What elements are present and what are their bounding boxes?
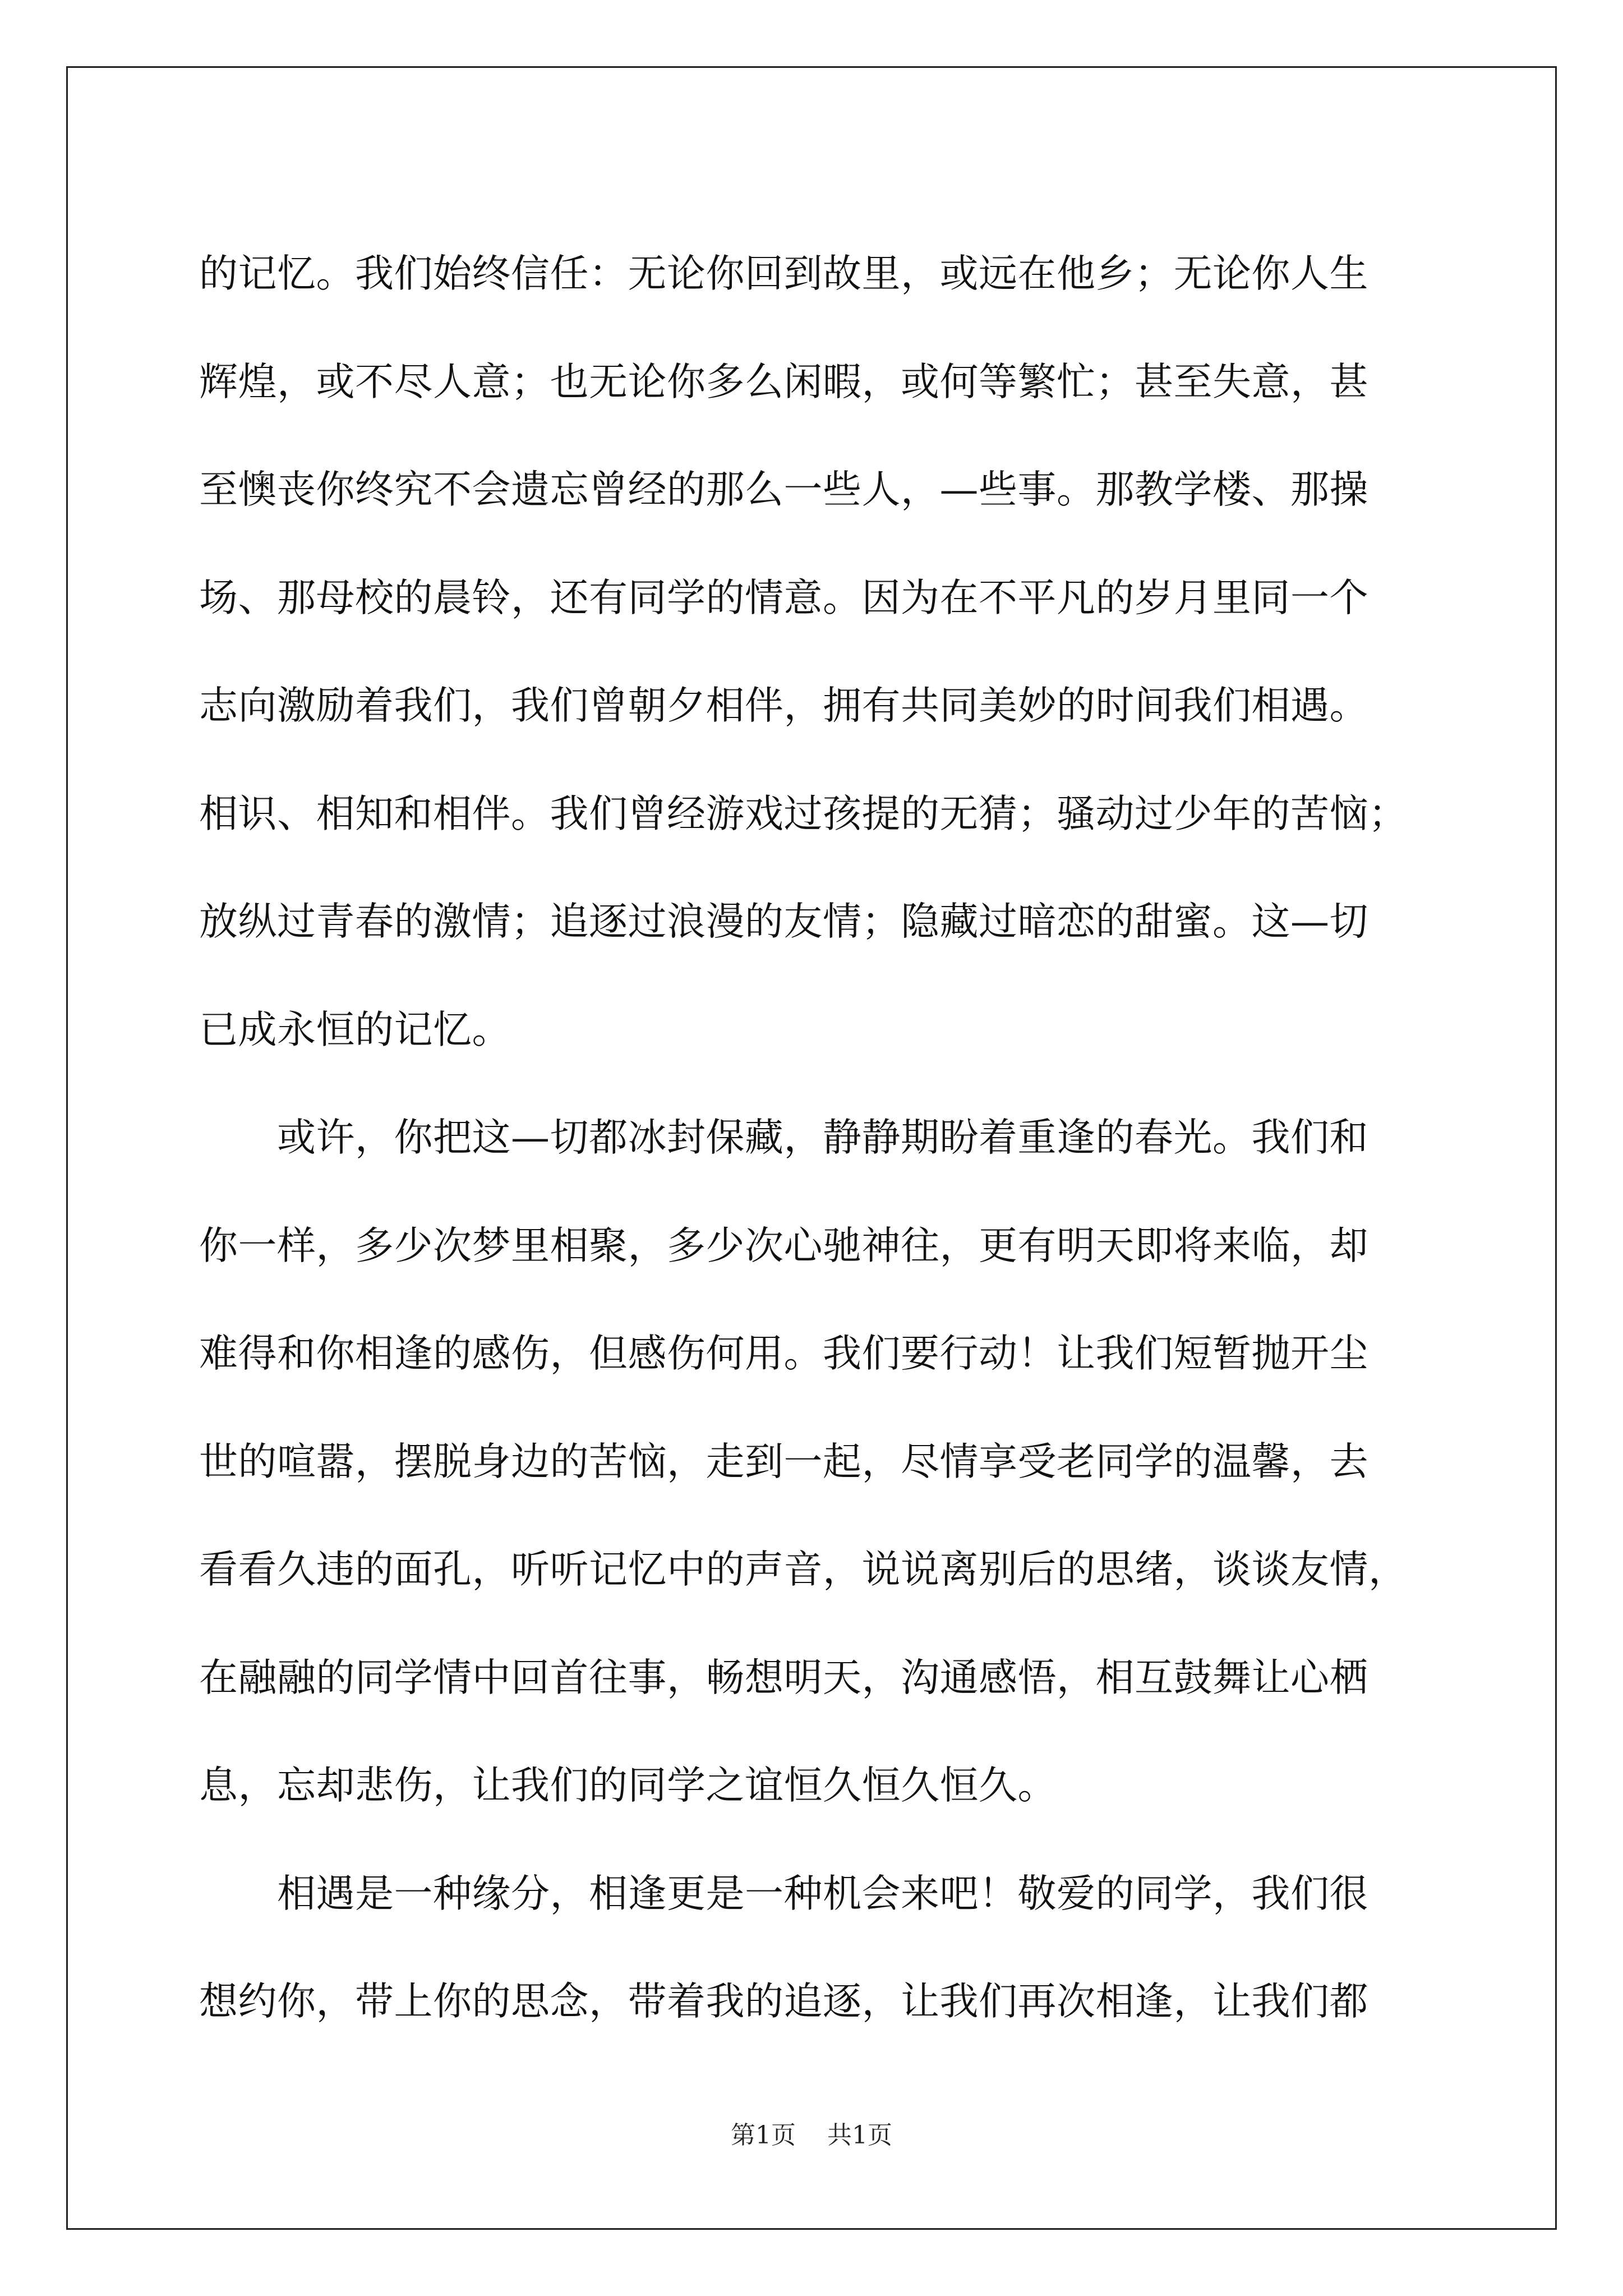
text-line: 至懊丧你终究不会遗忘曾经的那么一些人，—些事。那教学楼、那操 bbox=[199, 467, 1368, 512]
text-line: 看看久违的面孔，听听记忆中的声音，说说离别后的思绪，谈谈友情， bbox=[199, 1547, 1408, 1592]
text-line: 已成永恒的记忆。 bbox=[199, 1007, 511, 1052]
text-line: 志向激励着我们，我们曾朝夕相伴，拥有共同美妙的时间我们相遇。 bbox=[199, 683, 1368, 728]
text-line: 或许，你把这—切都冰封保藏，静静期盼着重逢的春光。我们和 bbox=[199, 1115, 1368, 1160]
text-line: 相遇是一种缘分，相逢更是一种机会来吧！敬爱的同学，我们很 bbox=[199, 1871, 1368, 1916]
document-body bbox=[199, 220, 1455, 2056]
page-total: 共1页 bbox=[827, 2121, 892, 2150]
text-line: 息，忘却悲伤，让我们的同学之谊恒久恒久恒久。 bbox=[199, 1763, 1057, 1808]
page-footer bbox=[0, 2115, 1623, 2151]
text-line: 你一样，多少次梦里相聚，多少次心驰神往，更有明天即将来临，却 bbox=[199, 1223, 1368, 1268]
page-current: 第1页 bbox=[731, 2121, 796, 2150]
text-line: 的记忆。我们始终信任：无论你回到故里，或远在他乡；无论你人生 bbox=[199, 251, 1368, 296]
text-line: 放纵过青春的激情；追逐过浪漫的友情；隐藏过暗恋的甜蜜。这—切 bbox=[199, 899, 1368, 944]
text-line: 相识、相知和相伴。我们曾经游戏过孩提的无猜；骚动过少年的苦恼； bbox=[199, 791, 1408, 836]
text-line: 世的喧嚣，摆脱身边的苦恼，走到一起，尽情享受老同学的温馨，去 bbox=[199, 1439, 1368, 1484]
text-line: 在融融的同学情中回首往事，畅想明天，沟通感悟，相互鼓舞让心栖 bbox=[199, 1655, 1368, 1700]
text-line: 想约你，带上你的思念，带着我的追逐，让我们再次相逢，让我们都 bbox=[199, 1979, 1368, 2024]
text-line: 场、那母校的晨铃，还有同学的情意。因为在不平凡的岁月里同一个 bbox=[199, 575, 1368, 620]
text-line: 难得和你相逢的感伤，但感伤何用。我们要行动！让我们短暂抛开尘 bbox=[199, 1331, 1368, 1376]
text-line: 辉煌，或不尽人意；也无论你多么闲暇，或何等繁忙；甚至失意，甚 bbox=[199, 359, 1368, 404]
